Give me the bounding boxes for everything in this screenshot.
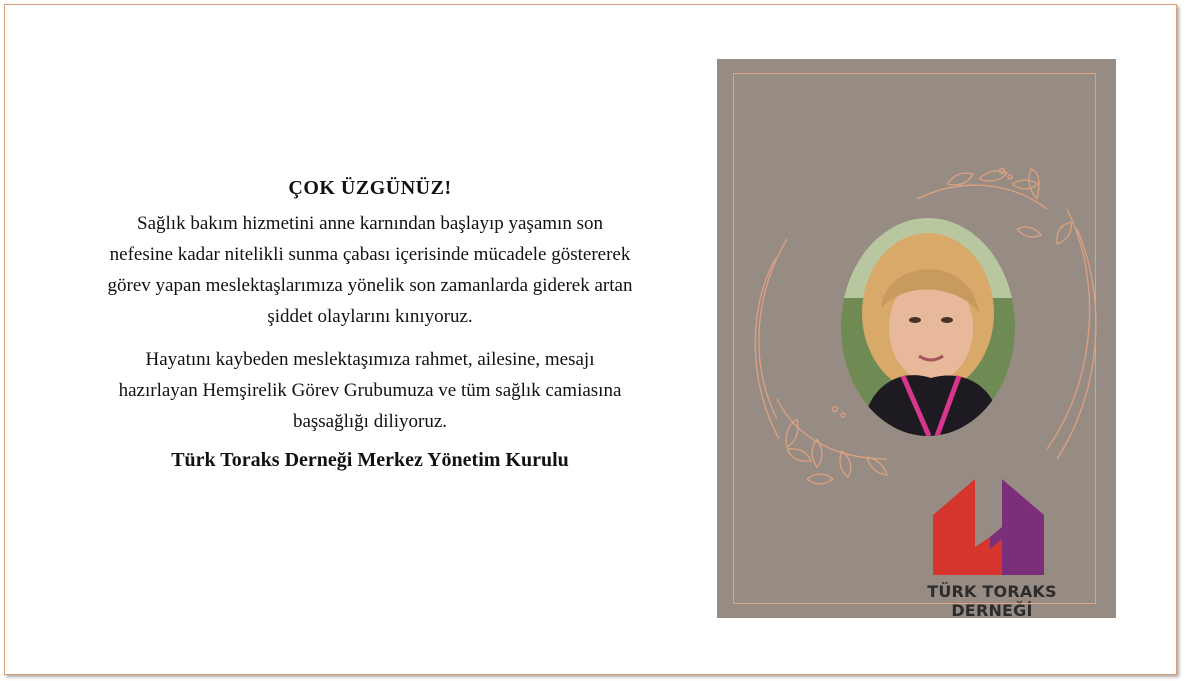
paragraph-2-line: başsağlığı diliyoruz.	[292, 411, 448, 432]
paragraph-2	[35, 344, 705, 437]
condolence-message	[35, 177, 705, 472]
memorial-card	[717, 59, 1116, 618]
turk-toraks-logo-icon	[930, 477, 1050, 581]
portrait-illustration	[841, 218, 1015, 436]
logo-wordmark: TÜRK TORAKS DERNEĞİ	[927, 582, 1057, 620]
paragraph-1-line: şiddet olaylarını kınıyoruz.	[267, 306, 473, 327]
paragraph-1-line: görev yapan meslektaşlarımıza yönelik son zamanlarda giderek artan	[107, 275, 633, 296]
paragraph-1-line: nefesine kadar nitelikli sunma çabası içerisinde mücadele göstererek	[109, 244, 631, 265]
paragraph-1-line: Sağlık bakım hizmetini anne karnından başlayıp yaşamın son	[137, 213, 603, 234]
portrait-photo	[841, 218, 1015, 436]
paragraph-1	[35, 208, 705, 332]
message-heading: ÇOK ÜZGÜNÜZ!	[288, 177, 452, 199]
paragraph-2-line: hazırlayan Hemşirelik Görev Grubumuza ve tüm sağlık camiasına	[118, 380, 622, 401]
paragraph-2-line: Hayatını kaybeden meslektaşımıza rahmet, ailesine, mesajı	[145, 349, 595, 370]
message-signature: Türk Toraks Derneği Merkez Yönetim Kurulu	[171, 449, 569, 471]
